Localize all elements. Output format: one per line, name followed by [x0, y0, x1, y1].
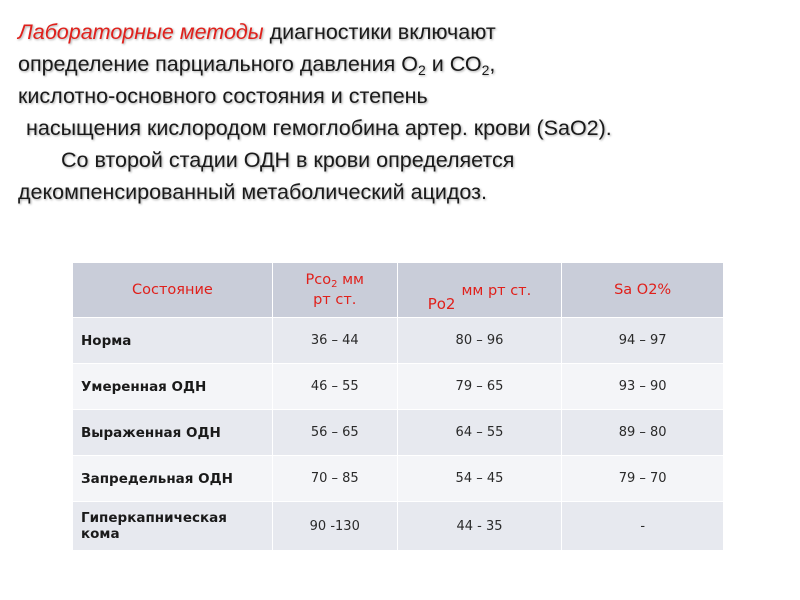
intro-line-2 — [18, 48, 788, 80]
cell-po2: 44 - 35 — [397, 502, 562, 551]
cell-sao2: 93 – 90 — [562, 364, 724, 410]
header-state: Состояние — [73, 263, 273, 318]
header-pco2-b: мм — [337, 272, 364, 288]
cell-sao2: - — [562, 502, 724, 551]
table-row — [73, 364, 724, 410]
header-pco2-a: Рсо — [305, 272, 332, 288]
table-row — [73, 456, 724, 502]
cell-state: Норма — [73, 318, 273, 364]
intro-line-4: насыщения кислородом гемоглобина артер. крови (SaO2). — [26, 116, 612, 140]
table-row — [73, 502, 724, 551]
cell-po2: 80 – 96 — [397, 318, 562, 364]
cell-pco2: 70 – 85 — [272, 456, 397, 502]
intro-line-1-rest: диагностики включают — [263, 20, 496, 44]
subscript-2b: 2 — [481, 62, 490, 78]
cell-state: Выраженная ОДН — [73, 410, 273, 456]
header-po2 — [397, 263, 562, 318]
table-row — [73, 318, 724, 364]
intro-text — [18, 16, 788, 208]
intro-line-2-c: , — [489, 52, 496, 76]
intro-line-2-b: и СО — [425, 52, 482, 76]
header-po2-a: Ро2 — [427, 295, 456, 313]
cell-pco2: 36 – 44 — [272, 318, 397, 364]
cell-po2: 54 – 45 — [397, 456, 562, 502]
table-header-row — [73, 263, 724, 318]
cell-sao2: 79 – 70 — [562, 456, 724, 502]
intro-line-2-a: определение парциального давления О — [18, 52, 419, 76]
cell-pco2: 90 -130 — [272, 502, 397, 551]
accent-phrase: Лабораторные методы — [18, 20, 264, 44]
table-row — [73, 410, 724, 456]
cell-state: Запредельная ОДН — [73, 456, 273, 502]
header-sao2: Sa O2% — [562, 263, 724, 318]
cell-pco2: 46 – 55 — [272, 364, 397, 410]
intro-line-1 — [18, 16, 788, 48]
cell-po2: 79 – 65 — [397, 364, 562, 410]
intro-line-3: кислотно-основного состояния и степень — [18, 84, 428, 108]
cell-po2: 64 – 55 — [397, 410, 562, 456]
cell-sao2: 94 – 97 — [562, 318, 724, 364]
cell-state: Гиперкапническая кома — [73, 502, 273, 551]
header-pco2-sub: 2 — [331, 279, 338, 290]
intro-line-6: декомпенсированный метаболический ацидоз. — [18, 180, 487, 204]
header-po2-b: мм рт ст. — [461, 283, 532, 299]
cell-pco2: 56 – 65 — [272, 410, 397, 456]
subscript-2: 2 — [418, 62, 426, 78]
blood-gas-table — [72, 262, 724, 551]
header-pco2 — [272, 263, 397, 318]
header-pco2-c: рт ст. — [313, 292, 357, 308]
cell-sao2: 89 – 80 — [562, 410, 724, 456]
cell-state: Умеренная ОДН — [73, 364, 273, 410]
intro-line-5: Со второй стадии ОДН в крови определяется — [61, 148, 515, 172]
